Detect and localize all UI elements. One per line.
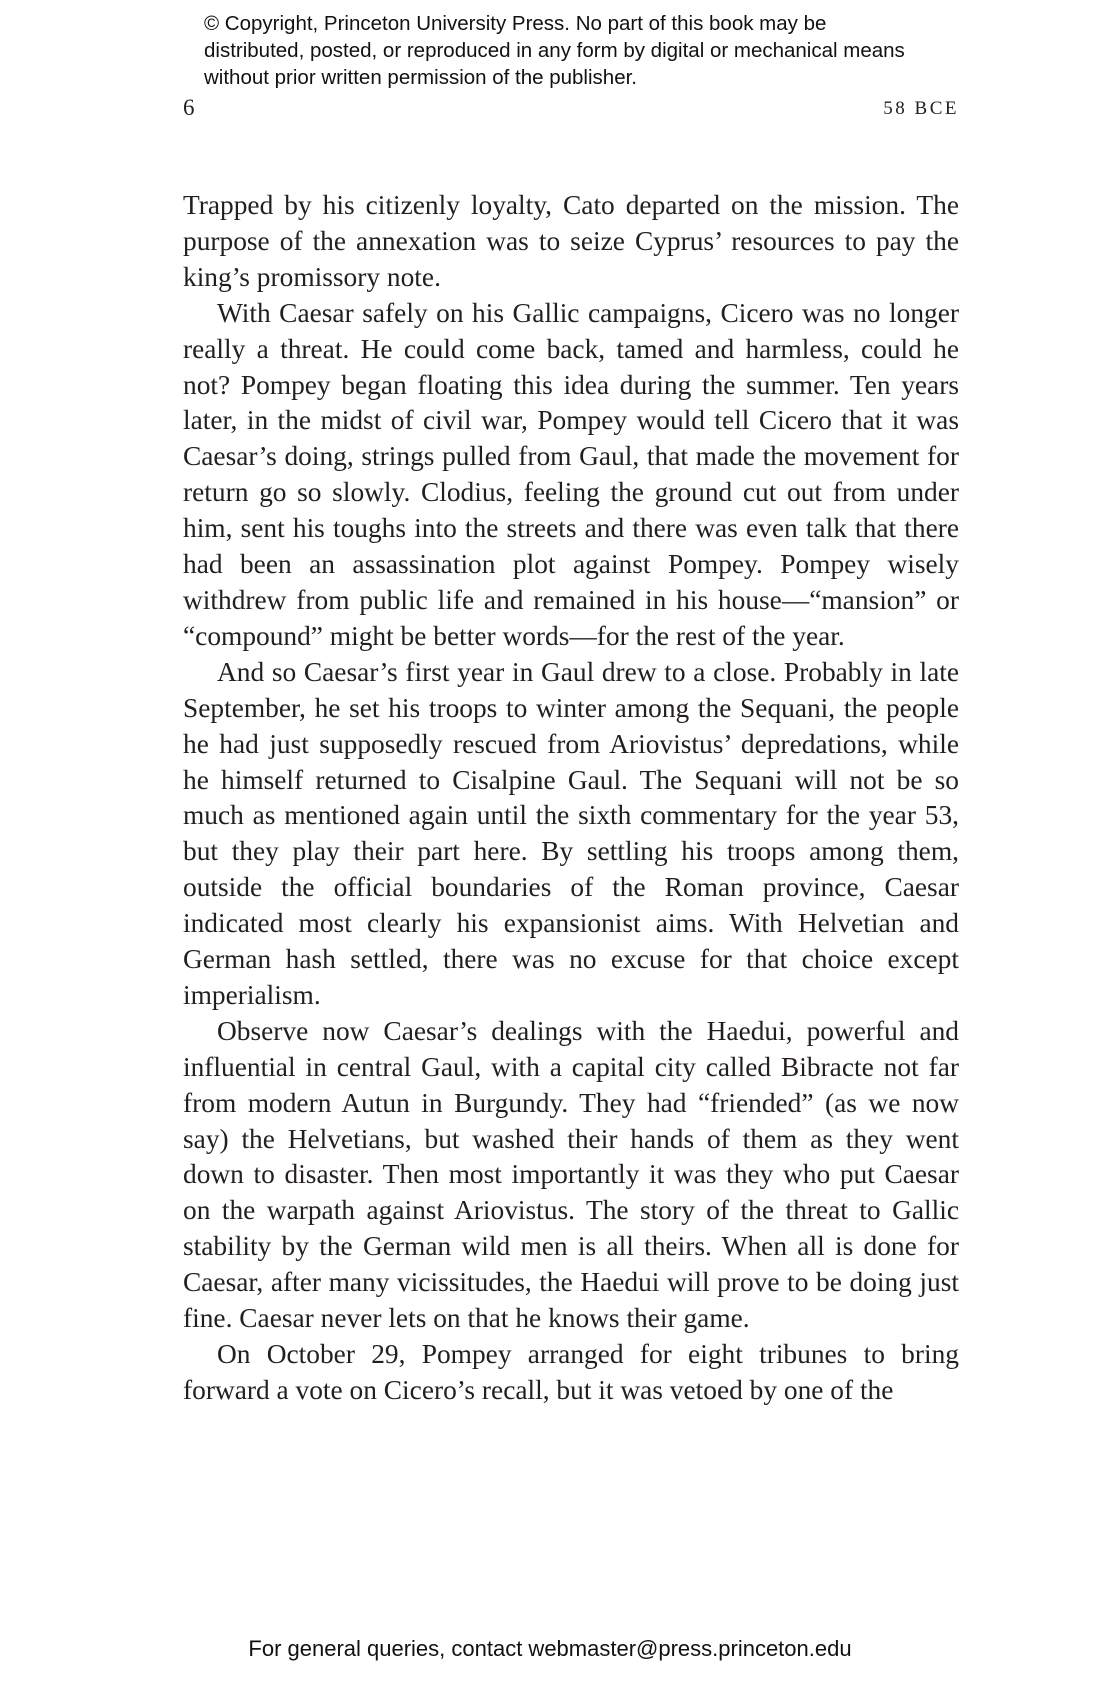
paragraph: On October 29, Pompey arranged for eight tribunes to bring forward a vote on Cicero’s recall, but it was vetoed by one of the — [183, 1339, 959, 1405]
paragraph: And so Caesar’s first year in Gaul drew to a close. Probably in late September, he set his troops to winter among the Sequani, the people he had just supposedly rescued from Ariovistus’ depredations, while he himself returned to Cisalpine Gaul. The Sequani will not be so much as mentioned again until the sixth commentary for the year 53, but they play their part here. By settling his troops among them, outside the official boundaries of the Roman province, Caesar indicated most clearly his expansionist aims. With Helvetian and German hash settled, there was no excuse for that choice except imperialism. — [183, 656, 959, 1010]
running-head — [183, 92, 959, 126]
footer-contact: For general queries, contact webmaster@press.princeton.edu — [248, 1636, 852, 1661]
page-number: 6 — [183, 95, 195, 120]
copyright-notice: © Copyright, Princeton University Press. No part of this book may be distributed, posted, or reproduced in any form by digital or mechanical means without prior written permission of the publisher. — [204, 12, 905, 89]
paragraph: Observe now Caesar’s dealings with the Haedui, powerful and influential in central Gaul, with a capital city called Bibracte not far from modern Autun in Burgundy. They had “friended” (as we now say) the Helvetians, but washed their hands of them as they went down to disaster. Then most importantly it was they who put Caesar on the warpath against Ariovistus. The story of the threat to Gallic stability by the German wild men is all theirs. When all is done for Caesar, after many vicissitudes, the Haedui will prove to be doing just fine. Caesar never lets on that he knows their game. — [183, 1015, 959, 1334]
paragraph: Trapped by his citizenly loyalty, Cato departed on the mission. The purpose of the annexation was to seize Cyprus’ resources to pay the king’s promissory note. — [183, 190, 959, 292]
chapter-title: 58 BCE — [883, 98, 959, 119]
body-text — [183, 188, 959, 1409]
paragraph: With Caesar safely on his Gallic campaigns, Cicero was no longer really a threat. He could come back, tamed and harmless, could he not? Pompey began floating this idea during the summer. Ten years later, in the midst of civil war, Pompey would tell Cicero that it was Caesar’s doing, strings pulled from Gaul, that made the movement for return go so slowly. Clodius, feeling the ground cut out from under him, sent his toughs into the streets and there was even talk that there had been an assassination plot against Pompey. Pompey wisely withdrew from public life and remained in his house—“mansion” or “compound” might be better words—for the rest of the year. — [183, 297, 959, 651]
